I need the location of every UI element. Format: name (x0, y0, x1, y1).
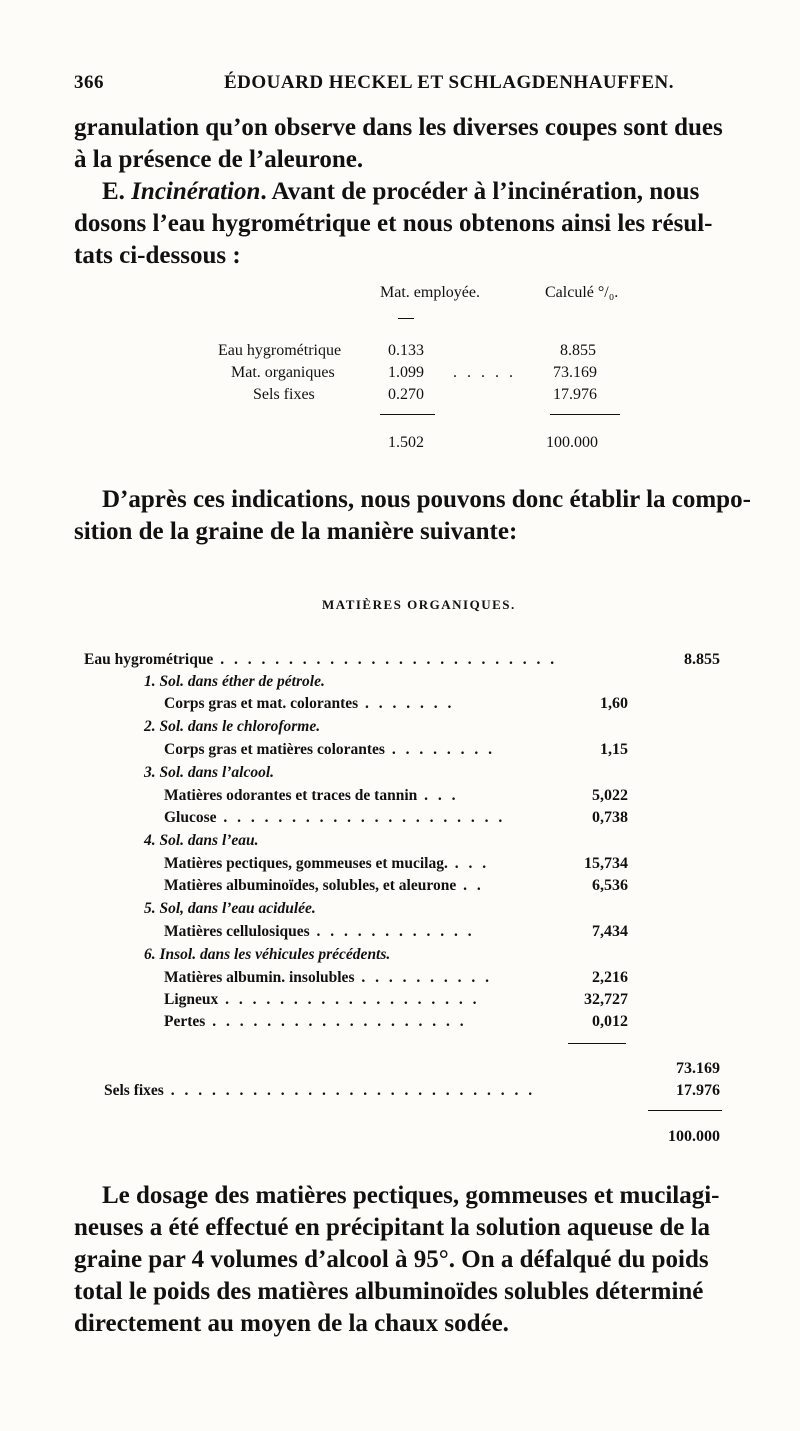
row-value: 15,734 (584, 855, 628, 872)
row-calcule: 73.169 (553, 364, 597, 381)
row-label: Matières albuminoïdes, solubles, et aleurone . . (164, 877, 484, 894)
text-line: D’après ces indications, nous pouvons donc établir la compo- (102, 486, 751, 513)
row-label: Matières albumin. insolubles . . . . . . . . . . (164, 969, 492, 986)
group-title: 5. Sol, dans l’eau acidulée. (144, 900, 316, 917)
page-header (74, 72, 760, 102)
row-value: 1,15 (600, 741, 628, 758)
row-value: 6,536 (592, 877, 628, 894)
group-title: 4. Sol. dans l’eau. (144, 832, 259, 849)
text-line: granulation qu’on observe dans les diverses coupes sont dues (74, 114, 723, 141)
page-number: 366 (74, 72, 104, 93)
total-calcule: 100.000 (546, 434, 598, 451)
sum-rule (568, 1043, 626, 1044)
column-header-mat-employee: Mat. employée. (380, 284, 480, 301)
section-title-matieres-organiques: MATIÈRES ORGANIQUES. (322, 597, 516, 612)
text-line: à la présence de l’aleurone. (74, 146, 364, 173)
row-dots: . . . . . (453, 364, 516, 381)
row-mat-employee: 0.270 (388, 386, 424, 403)
section-title: Incinération (131, 178, 261, 205)
row-calcule: 17.976 (553, 386, 597, 403)
row-mat-employee: 1.099 (388, 364, 424, 381)
column-header-calcule: Calculé °/₀. (545, 284, 619, 301)
total-mat-employee: 1.502 (388, 434, 424, 451)
text-line: Le dosage des matières pectiques, gommeuses et mucilagi- (102, 1182, 720, 1209)
group-title: 6. Insol. dans les véhicules précédents. (144, 946, 391, 963)
text-line (74, 176, 764, 208)
row-label: Matières cellulosiques . . . . . . . . . . . . (164, 923, 475, 940)
paragraph-granulation (74, 112, 764, 176)
row-value: 0,012 (592, 1013, 628, 1030)
row-label: Matières odorantes et traces de tannin . . . (164, 787, 459, 804)
sum-rule (550, 414, 620, 415)
row-label: Corps gras et mat. colorantes . . . . . . . (164, 695, 455, 712)
header-dash (398, 318, 414, 319)
group-title: 2. Sol. dans le chloroforme. (144, 718, 321, 735)
row-label: Mat. organiques (231, 364, 335, 381)
row-value: 5,022 (592, 787, 628, 804)
row-value: 2,216 (592, 969, 628, 986)
total-value: 100.000 (668, 1128, 720, 1145)
row-value: 0,738 (592, 809, 628, 826)
row-mat-employee: 0.133 (388, 342, 424, 359)
row-value: 17.976 (676, 1082, 720, 1099)
running-title: ÉDOUARD HECKEL ET SCHLAGDENHAUFFEN. (224, 72, 674, 93)
row-value: 32,727 (584, 991, 628, 1008)
subtotal-value: 73.169 (676, 1060, 720, 1077)
row-label: Matières pectiques, gommeuses et mucilag. . . . (164, 855, 490, 872)
sum-rule (380, 414, 435, 415)
row-label: Ligneux . . . . . . . . . . . . . . . . . . . (164, 991, 480, 1008)
row-calcule: 8.855 (560, 342, 596, 359)
row-label: Pertes . . . . . . . . . . . . . . . . . . . (164, 1013, 467, 1030)
row-label: Eau hygrométrique . . . . . . . . . . . . . . . . . . . . . . . . . (84, 651, 558, 668)
row-value: 7,434 (592, 923, 628, 940)
paragraph-composition (74, 484, 764, 548)
group-title: 3. Sol. dans l’alcool. (144, 764, 275, 781)
paragraph-dosage (74, 1180, 764, 1340)
row-label: Sels fixes . . . . . . . . . . . . . . . . . . . . . . . . . . . (104, 1082, 536, 1099)
sum-rule (648, 1110, 722, 1111)
row-label: Corps gras et matières colorantes . . . . . . . . (164, 741, 495, 758)
text-line: sition de la graine de la manière suivante: (74, 518, 518, 545)
row-label: Sels fixes (253, 386, 315, 403)
row-value: 8.855 (684, 651, 720, 668)
text-line: tats ci-dessous : (74, 242, 241, 269)
section-letter: E. (102, 178, 132, 205)
text-line: directement au moyen de la chaux sodée. (74, 1310, 509, 1337)
text-line: neuses a été effectué en précipitant la solution aqueuse de la (74, 1214, 711, 1241)
text-line: dosons l’eau hygrométrique et nous obtenons ainsi les résul- (74, 210, 713, 237)
text-line: graine par 4 volumes d’alcool à 95°. On a défalqué du poids (74, 1246, 709, 1273)
group-title: 1. Sol. dans éther de pétrole. (144, 673, 325, 690)
row-label: Glucose . . . . . . . . . . . . . . . . . . . . . (164, 809, 506, 826)
row-label: Eau hygrométrique (218, 342, 342, 359)
text-span: . Avant de procéder à l’incinération, nous (260, 178, 700, 205)
text-line: total le poids des matières albuminoïdes solubles déterminé (74, 1278, 704, 1305)
row-value: 1,60 (600, 695, 628, 712)
paragraph-incineration (74, 176, 764, 272)
